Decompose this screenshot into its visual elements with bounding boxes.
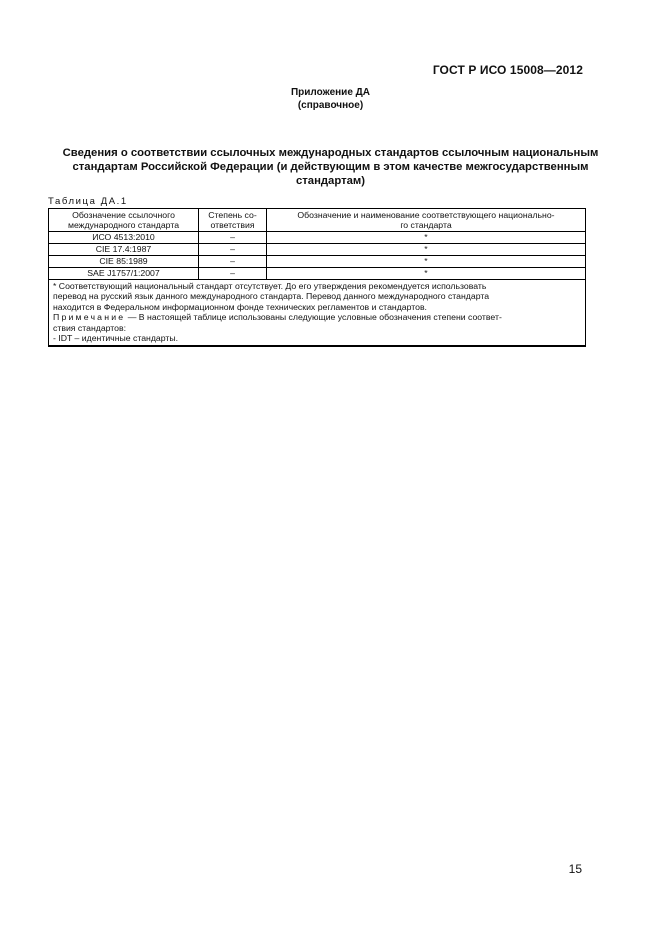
footnote-line: - IDT – идентичные стандарты. (53, 333, 179, 344)
section-heading (48, 146, 613, 188)
annex-title-block (0, 86, 661, 112)
heading-line: Сведения о соответствии ссылочных международных стандартов ссылочным национальным (62, 147, 599, 159)
footnote-line: ствия стандартов: (53, 322, 127, 333)
heading-line: стандартам) (295, 175, 366, 187)
footnote-line: перевод на русский язык данного международного стандарта. Перевод данного международного стандарта (53, 291, 490, 302)
annex-subtitle: (справочное) (297, 100, 364, 111)
table-caption: Таблица ДА.1 (48, 196, 128, 207)
header-text: ответствия (210, 220, 255, 230)
cell-reference: ИСО 4513:2010 (49, 232, 199, 244)
annex-title: Приложение ДА (290, 87, 371, 98)
cell-reference: CIE 17.4:1987 (49, 244, 199, 256)
standard-designation: ГОСТ Р ИСО 15008—2012 (432, 63, 583, 77)
footnote-line: находится в Федеральном информационном фонде технических регламентов и стандартов. (53, 301, 427, 312)
footnote-line: * Соответствующий национальный стандарт отсутствует. До его утверждения рекомендуется использовать (53, 281, 487, 291)
table-row (49, 232, 586, 244)
cell-degree: – (199, 256, 267, 268)
page-number: 15 (568, 862, 582, 876)
cell-national: * (267, 256, 586, 268)
header-text: международного стандарта (67, 220, 180, 230)
table-row (49, 256, 586, 268)
correspondence-table (48, 208, 586, 347)
header-text: Обозначение и наименование соответствующего национально- (297, 209, 555, 220)
header-national-standard (267, 209, 586, 232)
note-text: — В настоящей таблице использованы следующие условные обозначения степени соответ- (125, 312, 502, 323)
cell-national: * (267, 268, 586, 280)
table-header-row (49, 209, 586, 232)
table-row (49, 244, 586, 256)
cell-degree: – (199, 268, 267, 280)
cell-national: * (267, 232, 586, 244)
cell-reference: SAE J1757/1:2007 (49, 268, 199, 280)
header-degree-of-correspondence (199, 209, 267, 232)
cell-degree: – (199, 244, 267, 256)
table-footnote-row (49, 280, 586, 347)
header-text: Обозначение ссылочного (72, 209, 175, 220)
header-text: Степень со- (208, 209, 257, 220)
table-footnote (49, 280, 586, 347)
cell-reference: CIE 85:1989 (49, 256, 199, 268)
header-text: го стандарта (400, 220, 452, 230)
header-reference-standard (49, 209, 199, 232)
cell-degree: – (199, 232, 267, 244)
cell-national: * (267, 244, 586, 256)
table-row (49, 268, 586, 280)
note-label: Примечание (53, 312, 126, 323)
note-line (53, 312, 582, 322)
heading-line: стандартам Российской Федерации (и действующим в этом качестве межгосударственным (72, 161, 589, 173)
